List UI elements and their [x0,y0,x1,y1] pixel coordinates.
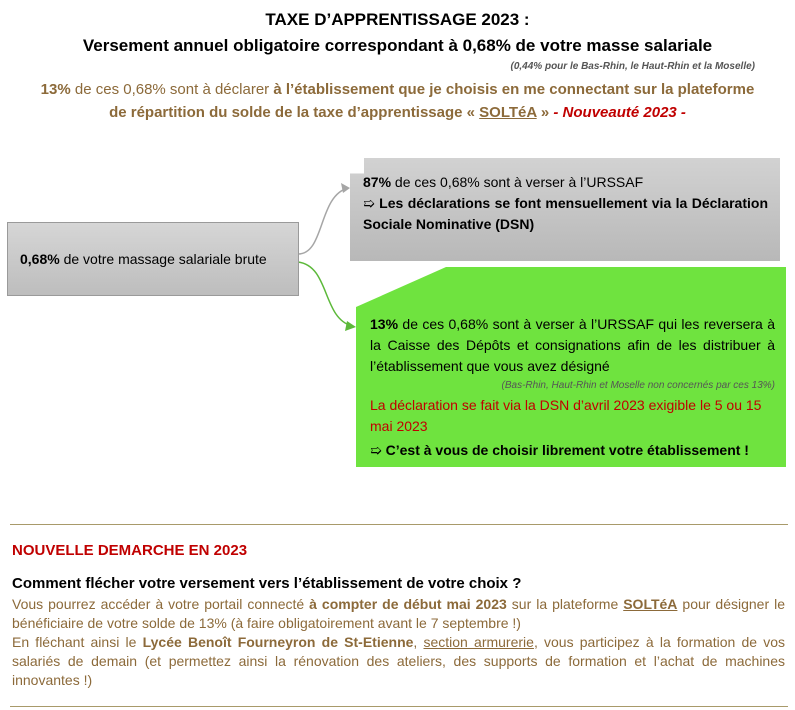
urssaf-text: de ces 0,68% sont à verser à l’URSSAF [391,174,644,190]
page-subtitle: Versement annuel obligatoire correspondant à 0,68% de votre masse salariale [82,36,713,55]
base-box [7,222,299,296]
exclusion-note: (Bas-Rhin, Haut-Rhin et Moselle non concernés par ces 13%) [501,380,775,391]
soltea-link-2[interactable]: SOLTéA [623,596,678,612]
intro-text: de ces 0,68% sont à déclarer [70,81,274,98]
choice-text: C’est à vous de choisir librement votre établissement ! [381,442,749,458]
establishment-pct: 13% [370,316,399,332]
page-title: TAXE D’APPRENTISSAGE 2023 : [265,10,530,29]
urssaf-pct: 87% [363,174,392,190]
intro-bold1: à l’établissement que je choisis en me connectant sur la plateforme [273,81,755,98]
arrow-head-gray [341,183,350,193]
arrow-to-establishment [298,262,352,326]
armory-section-link[interactable]: section armurerie [423,634,534,650]
p1-text-a: Vous pourrez accéder à votre portail connecté [12,596,310,612]
establishment-text: de ces 0,68% sont à verser à l’URSSAF qui les reversera à la Caisse des Dépôts et consignations afin de les distribuer à l’établissement que vous avez désigné [370,316,775,374]
arrow-head-green [345,321,356,331]
p2-text-e: , vous participez à la formation de vos salariés de demain (et permettez ainsi la rénovation des ateliers, des supports de formation et l’achat de machines innovantes !) [12,634,786,688]
establishment-box-content [370,314,775,461]
p1-date: à compter de début mai 2023 [309,596,507,612]
arrow-icon: ➯ [363,195,375,211]
school-name: Lycée Benoît Fourneyron de St-Etienne [142,634,414,650]
declaration-deadline: La déclaration se fait via la DSN d’avril 2023 exigible le 5 ou 15 mai 2023 [370,397,762,434]
arrow-to-urssaf [298,188,348,254]
section-paragraph [12,595,785,690]
soltea-link[interactable]: SOLTéA [479,104,537,121]
arrow-icon: ➯ [370,442,382,458]
intro-bold3: » [536,104,550,121]
section-title: NOUVELLE DEMARCHE EN 2023 [12,542,248,559]
p1-text-e: pour désigner le bénéficiaire de votre solde de 13% (à faire obligatoirement avant le 7 septembre !) [12,596,785,631]
intro-bold2: de répartition du solde de la taxe d’apprentissage « [109,104,480,121]
intro-pct: 13% [40,81,71,98]
base-text: de votre massage salariale brute [59,251,267,267]
dsn-text: Les déclarations se font mensuellement via la Déclaration Sociale Nominative (DSN) [363,195,768,232]
urssaf-box-content [363,172,768,235]
divider-top [10,524,788,525]
p1-text-c: sur la plateforme [506,596,624,612]
section-question: Comment flécher votre versement vers l’établissement de votre choix ? [12,575,522,592]
regional-note: (0,44% pour le Bas-Rhin, le Haut-Rhin et la Moselle) [510,61,755,72]
new-2023-label: - Nouveauté 2023 - [549,104,686,121]
divider-bottom [10,706,788,707]
p2-text-c: , [413,634,424,650]
base-pct: 0,68% [20,251,60,267]
p2-text-a: En fléchant ainsi le [12,634,143,650]
